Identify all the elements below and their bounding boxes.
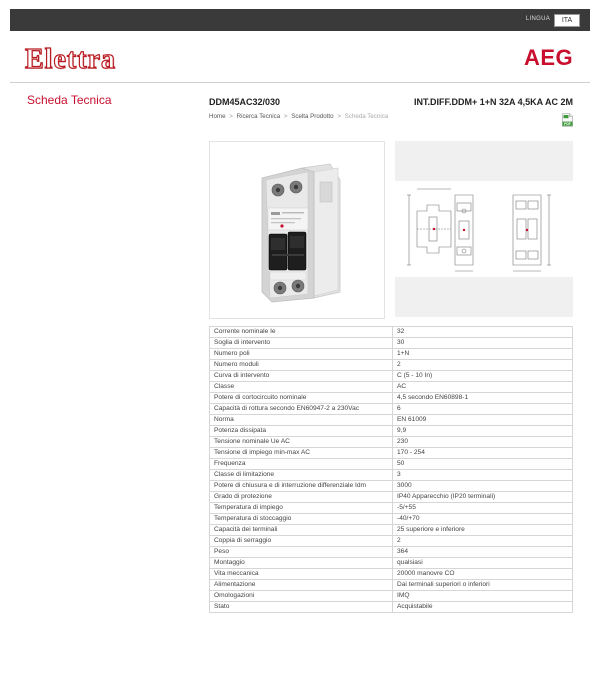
- table-row: [210, 492, 573, 503]
- table-row: [210, 591, 573, 602]
- spec-value: 9,9: [393, 426, 573, 437]
- table-row: [210, 426, 573, 437]
- technical-drawing: [395, 181, 573, 277]
- table-row: [210, 580, 573, 591]
- spec-value: 2: [393, 536, 573, 547]
- spec-name: Coppia di serraggio: [210, 536, 393, 547]
- header-divider: [10, 82, 590, 83]
- spec-name: Peso: [210, 547, 393, 558]
- language-label: LINGUA: [525, 16, 550, 22]
- breadcrumb: [209, 113, 388, 120]
- spec-value: 50: [393, 459, 573, 470]
- breadcrumb-scheda-tecnica: Scheda Tecnica: [344, 113, 389, 120]
- breadcrumb-separator: >: [229, 113, 233, 120]
- spec-value: qualsiasi: [393, 558, 573, 569]
- specs-table: [209, 326, 573, 613]
- spec-name: Capacità di rottura secondo EN60947-2 a 230Vac: [210, 404, 393, 415]
- spec-name: Frequenza: [210, 459, 393, 470]
- table-row: [210, 382, 573, 393]
- table-row: [210, 602, 573, 613]
- aeg-logo[interactable]: AEG: [524, 45, 574, 70]
- spec-name: Capacità dei terminali: [210, 525, 393, 536]
- elettra-logo[interactable]: Elettra: [25, 44, 116, 75]
- top-bar: [10, 9, 590, 31]
- spec-value: IP40 Apparecchio (IP20 terminali): [393, 492, 573, 503]
- table-row: [210, 558, 573, 569]
- spec-value: IMQ: [393, 591, 573, 602]
- spec-name: Temperatura di impiego: [210, 503, 393, 514]
- spec-name: Numero poli: [210, 349, 393, 360]
- dimension-drawing: [395, 141, 573, 317]
- table-row: [210, 404, 573, 415]
- spec-value: 2: [393, 360, 573, 371]
- circuit-breaker-image: [210, 142, 384, 318]
- language-selector[interactable]: ITA: [554, 14, 580, 27]
- section-title: Scheda Tecnica: [27, 93, 112, 107]
- spec-name: Montaggio: [210, 558, 393, 569]
- spec-name: Potere di chiusura e di interruzione differenziale Idm: [210, 481, 393, 492]
- table-row: [210, 349, 573, 360]
- product-description: INT.DIFF.DDM+ 1+N 32A 4,5KA AC 2M: [413, 97, 573, 107]
- spec-value: Acquistabile: [393, 602, 573, 613]
- pdf-download-icon[interactable]: [562, 113, 573, 127]
- spec-value: 170 - 254: [393, 448, 573, 459]
- spec-value: 3: [393, 470, 573, 481]
- table-row: [210, 503, 573, 514]
- spec-name: Potere di cortocircuito nominale: [210, 393, 393, 404]
- spec-value: Dai terminali superiori o inferiori: [393, 580, 573, 591]
- table-row: [210, 338, 573, 349]
- breadcrumb-separator: >: [337, 113, 341, 120]
- spec-name: Vita meccanica: [210, 569, 393, 580]
- table-row: [210, 459, 573, 470]
- table-row: [210, 415, 573, 426]
- table-row: [210, 525, 573, 536]
- drawing-band-bottom: [395, 277, 573, 317]
- product-photo: [209, 141, 385, 319]
- spec-name: Norma: [210, 415, 393, 426]
- spec-name: Tensione di impiego min-max AC: [210, 448, 393, 459]
- spec-name: Omologazioni: [210, 591, 393, 602]
- drawing-band-top: [395, 141, 573, 181]
- table-row: [210, 371, 573, 382]
- spec-value: 6: [393, 404, 573, 415]
- spec-value: 364: [393, 547, 573, 558]
- spec-name: Classe di limitazione: [210, 470, 393, 481]
- breadcrumb-ricerca-tecnica[interactable]: Ricerca Tecnica: [236, 113, 281, 120]
- spec-value: 25 superiore e inferiore: [393, 525, 573, 536]
- table-row: [210, 360, 573, 371]
- spec-name: Grado di protezione: [210, 492, 393, 503]
- table-row: [210, 547, 573, 558]
- table-row: [210, 448, 573, 459]
- spec-value: AC: [393, 382, 573, 393]
- spec-value: EN 61009: [393, 415, 573, 426]
- spec-name: Classe: [210, 382, 393, 393]
- table-row: [210, 437, 573, 448]
- breadcrumb-separator: >: [283, 113, 288, 120]
- spec-name: Corrente nominale Ie: [210, 327, 393, 338]
- spec-name: Temperatura di stoccaggio: [210, 514, 393, 525]
- table-row: [210, 327, 573, 338]
- spec-value: -40/+70: [393, 514, 573, 525]
- spec-value: 3000: [393, 481, 573, 492]
- spec-name: Potenza dissipata: [210, 426, 393, 437]
- spec-value: -5/+55: [393, 503, 573, 514]
- spec-value: 30: [393, 338, 573, 349]
- product-code: DDM45AC32/030: [209, 97, 281, 107]
- spec-value: 32: [393, 327, 573, 338]
- spec-name: Stato: [210, 602, 393, 613]
- table-row: [210, 569, 573, 580]
- spec-value: 20000 manovre CO: [393, 569, 573, 580]
- spec-name: Curva di intervento: [210, 371, 393, 382]
- table-row: [210, 470, 573, 481]
- table-row: [210, 481, 573, 492]
- spec-name: Soglia di intervento: [210, 338, 393, 349]
- breadcrumb-scelta-prodotto[interactable]: Scelta Prodotto: [291, 113, 334, 120]
- spec-name: Tensione nominale Ue AC: [210, 437, 393, 448]
- spec-name: Alimentazione: [210, 580, 393, 591]
- pdf-label: PDF: [564, 122, 571, 126]
- table-row: [210, 514, 573, 525]
- spec-value: 4,5 secondo EN60898-1: [393, 393, 573, 404]
- spec-name: Numero moduli: [210, 360, 393, 371]
- spec-value: 230: [393, 437, 573, 448]
- table-row: [210, 393, 573, 404]
- spec-value: C (5 - 10 In): [393, 371, 573, 382]
- breadcrumb-home[interactable]: Home: [209, 113, 226, 120]
- table-row: [210, 536, 573, 547]
- spec-value: 1+N: [393, 349, 573, 360]
